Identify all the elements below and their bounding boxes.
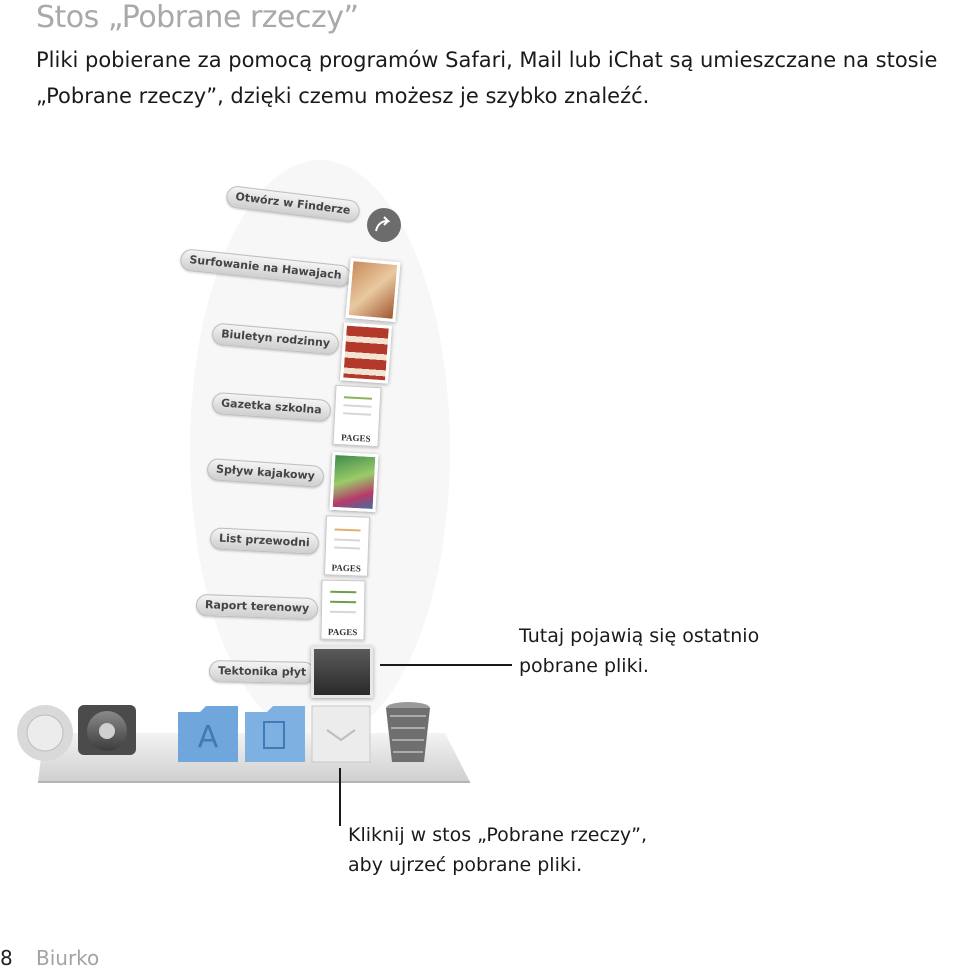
photo-thumbnail-surfing — [345, 258, 400, 322]
stack-item-label: Gazetka szkolna — [211, 392, 331, 422]
pages-label: PAGES — [331, 562, 362, 574]
callout-recent-downloads — [519, 621, 759, 681]
callout-click-line2: aby ujrzeć pobrane pliki. — [348, 854, 583, 876]
intro-paragraph: Pliki pobierane za pomocą programów Safari, Mail lub iChat są umieszczane na stosie „Pobrane rzeczy”, dzięki czemu możesz je szybko znaleźć. — [36, 48, 938, 108]
photo-thumbnail-kayak — [330, 452, 379, 512]
callout-recent-line1: Tutaj pojawią się ostatnio — [519, 625, 760, 647]
pages-document-icon — [320, 580, 365, 641]
page-title: Stos „Pobrane rzeczy” — [36, 0, 359, 35]
pages-document-icon — [332, 385, 381, 447]
callout-recent-line2: pobrane pliki. — [519, 655, 649, 677]
system-preferences-icon — [78, 705, 136, 755]
pages-label: PAGES — [327, 626, 358, 638]
video-thumbnail-tectonics — [311, 646, 373, 698]
callout-click-line1: Kliknij w stos „Pobrane rzeczy”, — [348, 824, 648, 846]
newsletter-thumbnail — [340, 322, 392, 383]
pages-document-icon — [324, 515, 370, 576]
stack-item-label: Spływ kajakowy — [206, 458, 324, 488]
trash-icon — [386, 702, 430, 762]
stack-item-label: Raport terenowy — [196, 594, 319, 620]
section-name: Biurko — [36, 946, 100, 970]
stack-item-label: Tektonika płyt — [209, 660, 316, 684]
stack-item-label-open-in-finder: Otwórz w Finderze — [225, 185, 360, 223]
svg-text:A: A — [197, 720, 219, 755]
stack-item-label: List przewodni — [209, 527, 319, 555]
applications-folder-icon — [178, 706, 238, 762]
stack-item-label: Surfowanie na Hawajach — [179, 248, 351, 288]
stack-item-label: Biuletyn rodzinny — [211, 322, 340, 355]
page-number: 8 — [0, 946, 13, 970]
callout-click-stack — [348, 820, 647, 880]
documents-folder-icon — [245, 706, 305, 762]
pages-label: PAGES — [340, 432, 371, 444]
open-in-finder-icon — [367, 208, 401, 242]
downloads-stack-slot — [312, 706, 370, 762]
partial-dock-icon — [17, 705, 73, 761]
